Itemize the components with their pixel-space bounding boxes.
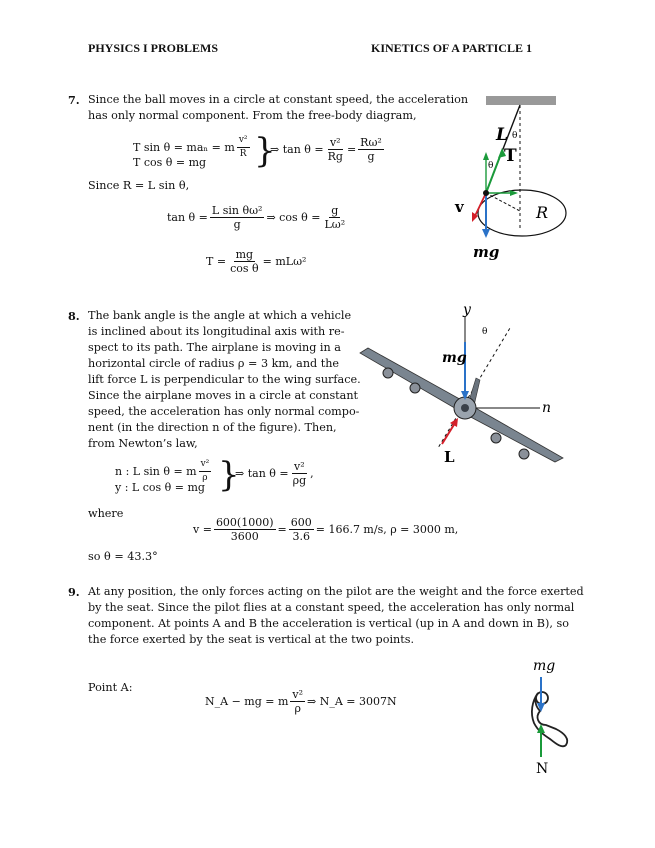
p7-eq-tsin-num: v²: [237, 134, 250, 148]
p9-eq-den: ρ: [294, 702, 301, 715]
p9-eq-frac: [290, 688, 305, 715]
p8-line-1: is inclined about its longitudinal axis with re-: [88, 325, 345, 338]
problem-9-number: 9.: [68, 585, 80, 599]
p7-eq-tan-lhs: ⇒ tan θ =: [270, 143, 324, 156]
p7-eq-tan-f2-den: g: [367, 150, 375, 163]
p7-since: Since R = L sin θ,: [88, 179, 190, 192]
p7-eq-T-lhs: T =: [206, 255, 227, 268]
problem-8-number: 8.: [68, 309, 80, 323]
p8-eq-v-lhs: v =: [193, 523, 212, 536]
p7-eq-cos-num: g: [331, 204, 339, 217]
p8-where: where: [88, 507, 124, 520]
p8-eq-v-frac1: [214, 516, 276, 543]
p9-line-3: the force exerted by the seat is vertical at the two points.: [88, 633, 415, 646]
p8-eq-tan: [235, 460, 314, 487]
p8-so: so θ = 43.3°: [88, 550, 158, 563]
p7-fig-orbit: [478, 190, 566, 236]
p7-eq-tan2-lhs: tan θ =: [167, 211, 208, 224]
p7-eq-tsin-den: R: [239, 149, 247, 159]
p8-fig-n-label: n: [542, 400, 552, 416]
p8-eq-n-lhs: n : L sin θ = m: [115, 465, 197, 478]
p8-fig-engine-2: [410, 383, 420, 393]
p8-eq-tan-frac: [291, 460, 309, 487]
p7-fig-radius: [486, 193, 520, 211]
p8-fig-nose: [461, 404, 469, 412]
p7-eq-cos-den: Lω²: [324, 218, 346, 231]
p7-eq-tan-frac2: [358, 136, 384, 163]
p7-fig-R: R: [536, 203, 549, 222]
p7-fig-weight-head: [482, 229, 490, 238]
p8-eq-v-f2-den: 3.6: [292, 530, 310, 543]
p7-figure-conical-pendulum: [440, 88, 580, 268]
p9-eq-rhs: ⇒ N_A = 3007N: [307, 695, 397, 708]
p7-fig-theta2: θ: [488, 161, 494, 171]
p7-eq-tan2-num: L sin θω²: [211, 204, 263, 217]
p7-eq-tan-f2-num: Rω²: [360, 136, 382, 149]
p8-figure-airplane: [358, 298, 568, 470]
p7-eq-T-den: cos θ: [230, 262, 259, 275]
p9-line-1: by the seat. Since the pilot flies at a constant speed, the acceleration has only normal: [88, 601, 575, 614]
p9-eq-na: [205, 688, 397, 715]
p7-fig-v: v: [455, 198, 464, 216]
p7-eq-tan-f1-den: Rg: [327, 150, 343, 163]
p8-eq-tan-lhs: ⇒ tan θ =: [235, 467, 289, 480]
p8-line-0: The bank angle is the angle at which a vehicle: [88, 309, 352, 322]
header-left: PHYSICS I PROBLEMS: [88, 41, 219, 55]
p7-fig-velocity-arrow: [474, 193, 486, 218]
problem-7-number: 7.: [68, 93, 80, 107]
p8-eq-tan-num: v²: [294, 460, 305, 473]
p7-fig-T: T: [504, 146, 517, 166]
p8-eq-v: [193, 516, 458, 543]
p7-brace-icon: }: [254, 131, 276, 171]
p8-line-4: lift force L is perpendicular to the wing surface.: [88, 373, 361, 386]
p7-eq-tsin-frac: [237, 134, 250, 161]
p9-fig-mg: mg: [533, 658, 556, 674]
p7-eq-tan2: [167, 204, 349, 231]
p7-eq-T-num: mg: [235, 248, 254, 261]
p8-fig-theta: θ: [482, 327, 488, 337]
p8-eq-tan-den: ρg: [292, 474, 307, 487]
p9-line-0: At any position, the only forces acting on the pilot are the weight and the force exerted: [88, 585, 584, 598]
p7-eq-T-frac: [228, 248, 261, 275]
p8-line-2: spect to its path. The airplane is moving in a: [88, 341, 341, 354]
p8-line-8: from Newton’s law,: [88, 437, 198, 450]
problem-7-text-line1: Since the ball moves in a circle at constant speed, the acceleration: [88, 93, 469, 106]
p7-eq-tan: ⇒ tan θ = $\frac{\text{v²}}{Rg}$ = $\frac{\text{Rω²}}{g}$: [270, 136, 382, 163]
p7-fig-mg: mg: [473, 243, 500, 261]
p7-fig-tcos-head: [483, 152, 489, 160]
p8-fig-y-label: y: [463, 302, 471, 318]
p7-eq-tan-frac1: [326, 136, 345, 163]
p9-fig-N: N: [536, 761, 549, 777]
p8-line-3: horizontal circle of radius ρ = 3 km, and the: [88, 357, 340, 370]
p8-eq-tan-end: ,: [310, 467, 314, 480]
p7-eq-tan2-frac: [210, 204, 265, 231]
p8-eq-n-den: ρ: [202, 473, 208, 483]
problem-7-text-line2: has only normal component. From the free-body diagram,: [88, 109, 417, 122]
p7-eq-tsin-lhs: T sin θ = maₙ = m: [133, 141, 235, 154]
p8-line-5: Since the airplane moves in a circle at constant: [88, 389, 359, 402]
p7-eq-tan2-den: g: [233, 218, 241, 231]
p7-fig-theta1: θ: [512, 131, 518, 141]
p8-eq-v-rhs: = 166.7 m/s, ρ = 3000 m,: [315, 523, 459, 536]
p9-line-2: component. At points A and B the acceleration is vertical (up in A and down in B), so: [88, 617, 569, 630]
p8-eq-v-frac2: [289, 516, 314, 543]
p7-eq-T-rhs: = mLω²: [262, 255, 307, 268]
p8-eq-n-num: v²: [199, 458, 212, 472]
p8-brace-icon: }: [218, 455, 240, 495]
p7-eq-T: [206, 248, 306, 275]
p9-eq-num: v²: [292, 688, 304, 701]
p8-line-6: speed, the acceleration has only normal compo-: [88, 405, 360, 418]
p9-figure-pilot: [500, 655, 590, 780]
p8-eq-y: y : L cos θ = mg: [115, 481, 205, 494]
p7-fig-L: L: [496, 125, 508, 145]
p8-fig-mg: mg: [442, 350, 467, 366]
p8-line-7: nent (in the direction n of the figure). Then,: [88, 421, 337, 434]
p8-eq-v-f2-num: 600: [290, 516, 312, 529]
p7-eq-tan-f1-num: v²: [329, 136, 341, 149]
p8-eq-v-eq: =: [277, 523, 287, 536]
p9-point-a: Point A:: [88, 681, 133, 694]
p7-eq-tcos: T cos θ = mg: [133, 156, 207, 169]
p8-eq-v-f1-num: 600(1000): [215, 516, 274, 529]
header-right: KINETICS OF A PARTICLE 1: [371, 41, 532, 55]
p7-eq-tan2-mid: ⇒ cos θ =: [266, 211, 321, 224]
p9-eq-lhs: N_A − mg = m: [205, 695, 289, 708]
p8-fig-lift-arrow: [442, 423, 455, 444]
p8-eq-v-f1-den: 3600: [230, 530, 259, 543]
p8-fig-engine-1: [383, 368, 393, 378]
p7-eq-cos-frac: [322, 204, 347, 231]
p8-fig-engine-4: [519, 449, 529, 459]
p8-fig-engine-3: [491, 433, 501, 443]
p7-fig-ball: [483, 190, 489, 196]
p8-fig-L: L: [444, 448, 455, 466]
p7-fig-ceiling: [486, 96, 556, 105]
